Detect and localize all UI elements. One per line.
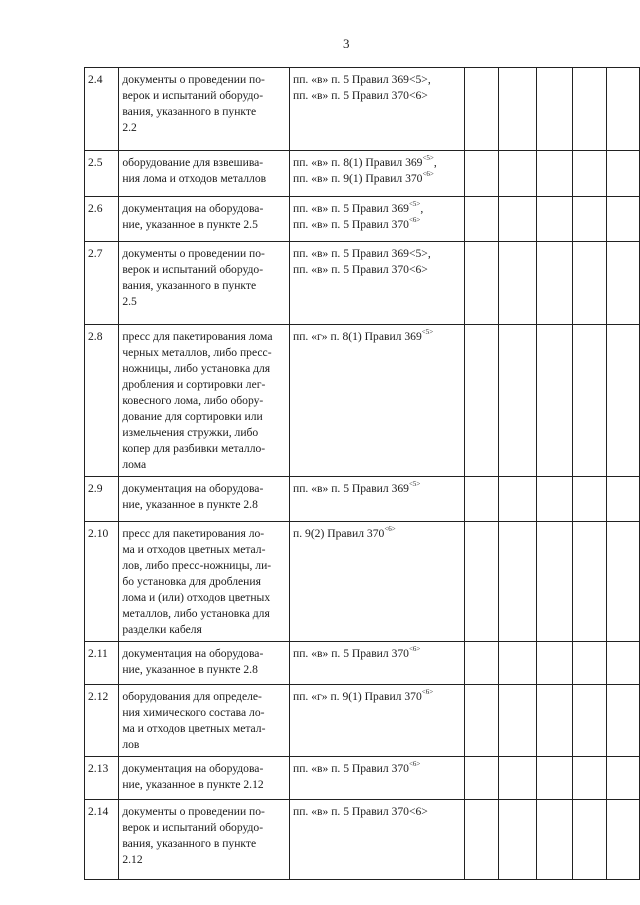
item-number: 2.8 bbox=[85, 325, 119, 477]
answer-cell[interactable] bbox=[499, 242, 536, 325]
answer-cell[interactable] bbox=[607, 242, 640, 325]
requirement-cell bbox=[119, 325, 290, 477]
reference-cell bbox=[290, 68, 465, 151]
answer-cell[interactable] bbox=[536, 151, 572, 197]
reference-line: пп. «в» п. 5 Правил 370<6> bbox=[293, 263, 428, 276]
checklist-table bbox=[84, 67, 640, 880]
answer-cell[interactable] bbox=[572, 757, 606, 800]
answer-cell[interactable] bbox=[607, 522, 640, 642]
answer-cell[interactable] bbox=[536, 197, 572, 242]
footnote-marker: <6> bbox=[408, 760, 421, 768]
answer-cell[interactable] bbox=[536, 642, 572, 685]
requirement-line: лома bbox=[122, 458, 147, 471]
footnote-marker: <5> bbox=[422, 154, 434, 162]
answer-cell[interactable] bbox=[536, 325, 572, 477]
item-number: 2.6 bbox=[85, 197, 119, 242]
reference-cell bbox=[290, 197, 465, 242]
requirement-line: бо установка для дробления bbox=[122, 575, 261, 588]
requirement-cell bbox=[119, 522, 290, 642]
requirement-line: документация на оборудова- bbox=[122, 762, 264, 775]
answer-cell[interactable] bbox=[536, 522, 572, 642]
reference-line: пп. «в» п. 5 Правил $369^{<5>}$ bbox=[293, 480, 421, 495]
requirement-line: пресс для пакетирования лома bbox=[122, 330, 273, 343]
requirement-line: документация на оборудова- bbox=[122, 202, 264, 215]
requirement-line: ние, указанное в пункте 2.8 bbox=[122, 498, 258, 511]
answer-cell[interactable] bbox=[464, 325, 498, 477]
reference-cell bbox=[290, 325, 465, 477]
requirement-line: лома и (или) отходов цветных bbox=[122, 591, 271, 604]
table-row bbox=[85, 685, 640, 757]
answer-cell[interactable] bbox=[499, 757, 536, 800]
page-number: 3 bbox=[343, 36, 350, 51]
answer-cell[interactable] bbox=[572, 800, 606, 880]
requirement-cell bbox=[119, 242, 290, 325]
reference-cell bbox=[290, 685, 465, 757]
table-row bbox=[85, 800, 640, 880]
requirement-line: копер для разбивки металло- bbox=[122, 442, 266, 455]
requirement-line: документация на оборудова- bbox=[122, 482, 264, 495]
item-number: 2.5 bbox=[85, 151, 119, 197]
answer-cell[interactable] bbox=[464, 522, 498, 642]
table-row bbox=[85, 68, 640, 151]
requirement-line: ножницы, либо установка для bbox=[122, 362, 271, 375]
requirement-line: измельчения стружки, либо bbox=[122, 426, 259, 439]
reference-line: п. 9(2) Правил $370^{<6>}$ bbox=[293, 525, 396, 540]
reference-line: пп. «в» п. 5 Правил $369^{<5>}$, bbox=[293, 200, 424, 215]
table-row bbox=[85, 477, 640, 522]
answer-cell[interactable] bbox=[572, 685, 606, 757]
reference-line: пп. «г» п. 9(1) Правил $370^{<6>}$ bbox=[293, 688, 434, 703]
reference-cell bbox=[290, 642, 465, 685]
answer-cell[interactable] bbox=[464, 685, 498, 757]
requirement-line: ния химического состава ло- bbox=[122, 706, 265, 719]
reference-cell bbox=[290, 242, 465, 325]
answer-cell[interactable] bbox=[536, 685, 572, 757]
requirement-cell bbox=[119, 642, 290, 685]
answer-cell[interactable] bbox=[607, 477, 640, 522]
requirement-line: документация на оборудова- bbox=[122, 647, 264, 660]
footnote-marker: <6> bbox=[421, 688, 434, 696]
table-row bbox=[85, 325, 640, 477]
table-row bbox=[85, 242, 640, 325]
answer-cell[interactable] bbox=[499, 522, 536, 642]
footnote-marker: <6> bbox=[422, 170, 434, 178]
answer-cell[interactable] bbox=[607, 800, 640, 880]
answer-cell[interactable] bbox=[607, 685, 640, 757]
answer-cell[interactable] bbox=[572, 242, 606, 325]
reference-line: пп. «в» п. 5 Правил 369<5>, bbox=[293, 247, 431, 260]
requirement-line: ма и отходов цветных метал- bbox=[122, 543, 266, 556]
reference-cell bbox=[290, 522, 465, 642]
reference-line: пп. «в» п. 5 Правил 370<6> bbox=[293, 89, 428, 102]
requirement-line: ния лома и отходов металлов bbox=[122, 172, 267, 185]
requirement-line: оборудование для взвешива- bbox=[122, 156, 264, 169]
item-number: 2.12 bbox=[85, 685, 119, 757]
answer-cell[interactable] bbox=[499, 642, 536, 685]
answer-cell[interactable] bbox=[464, 242, 498, 325]
answer-cell[interactable] bbox=[499, 685, 536, 757]
requirement-line: вания, указанного в пункте bbox=[122, 279, 257, 292]
answer-cell[interactable] bbox=[572, 477, 606, 522]
answer-cell[interactable] bbox=[464, 642, 498, 685]
reference-line: пп. «в» п. 5 Правил $370^{<6>}$ bbox=[293, 760, 421, 775]
answer-cell[interactable] bbox=[464, 800, 498, 880]
answer-cell[interactable] bbox=[607, 757, 640, 800]
table-row bbox=[85, 522, 640, 642]
item-number: 2.14 bbox=[85, 800, 119, 880]
item-number: 2.4 bbox=[85, 68, 119, 151]
table-row bbox=[85, 757, 640, 800]
answer-cell[interactable] bbox=[572, 325, 606, 477]
item-number: 2.7 bbox=[85, 242, 119, 325]
answer-cell[interactable] bbox=[607, 197, 640, 242]
requirement-cell bbox=[119, 477, 290, 522]
checklist-body bbox=[85, 68, 640, 880]
requirement-line: документы о проведении по- bbox=[122, 73, 265, 86]
requirement-line: дробления и сортировки лег- bbox=[122, 378, 266, 391]
answer-cell[interactable] bbox=[572, 151, 606, 197]
answer-cell[interactable] bbox=[536, 757, 572, 800]
requirement-cell bbox=[119, 197, 290, 242]
item-number: 2.10 bbox=[85, 522, 119, 642]
requirement-cell bbox=[119, 685, 290, 757]
table-row bbox=[85, 642, 640, 685]
reference-line: пп. «в» п. 5 Правил 369<5>, bbox=[293, 73, 431, 86]
requirement-line: 2.12 bbox=[122, 853, 143, 866]
table-row bbox=[85, 197, 640, 242]
item-number: 2.13 bbox=[85, 757, 119, 800]
reference-line: пп. «в» п. 5 Правил 370<6> bbox=[293, 805, 428, 818]
reference-cell bbox=[290, 800, 465, 880]
footnote-marker: <5> bbox=[408, 200, 421, 208]
reference-line: пп. «в» п. 8(1) Правил $369^{<5>}$, bbox=[293, 154, 437, 169]
answer-cell[interactable] bbox=[536, 477, 572, 522]
requirement-line: вания, указанного в пункте bbox=[122, 837, 257, 850]
answer-cell[interactable] bbox=[572, 197, 606, 242]
item-number: 2.11 bbox=[85, 642, 119, 685]
requirement-line: черных металлов, либо пресс- bbox=[122, 346, 272, 359]
answer-cell[interactable] bbox=[499, 477, 536, 522]
requirement-cell bbox=[119, 151, 290, 197]
answer-cell[interactable] bbox=[499, 197, 536, 242]
requirement-line: документы о проведении по- bbox=[122, 247, 265, 260]
answer-cell[interactable] bbox=[572, 522, 606, 642]
item-number: 2.9 bbox=[85, 477, 119, 522]
reference-line: пп. «в» п. 5 Правил $370^{<6>}$ bbox=[293, 216, 421, 231]
requirement-line: разделки кабеля bbox=[122, 623, 202, 636]
requirement-line: 2.5 bbox=[122, 295, 137, 308]
answer-cell[interactable] bbox=[499, 800, 536, 880]
requirement-line: верок и испытаний оборудо- bbox=[122, 821, 264, 834]
reference-cell bbox=[290, 151, 465, 197]
footnote-marker: <5> bbox=[421, 328, 434, 336]
reference-line: пп. «в» п. 9(1) Правил $370^{<6>}$ bbox=[293, 170, 434, 185]
requirement-line: документы о проведении по- bbox=[122, 805, 265, 818]
answer-cell[interactable] bbox=[607, 151, 640, 197]
answer-cell[interactable] bbox=[572, 642, 606, 685]
answer-cell[interactable] bbox=[464, 197, 498, 242]
requirement-cell bbox=[119, 68, 290, 151]
requirement-line: ма и отходов цветных метал- bbox=[122, 722, 266, 735]
requirement-cell bbox=[119, 800, 290, 880]
requirement-line: дование для сортировки или bbox=[122, 410, 263, 423]
requirement-line: верок и испытаний оборудо- bbox=[122, 89, 264, 102]
requirement-line: ковесного лома, либо обору- bbox=[122, 394, 264, 407]
answer-cell[interactable] bbox=[572, 68, 606, 151]
requirement-line: верок и испытаний оборудо- bbox=[122, 263, 264, 276]
table-row bbox=[85, 151, 640, 197]
requirement-line: пресс для пакетирования ло- bbox=[122, 527, 265, 540]
answer-cell[interactable] bbox=[464, 757, 498, 800]
requirement-line: металлов, либо установка для bbox=[122, 607, 270, 620]
answer-cell[interactable] bbox=[536, 68, 572, 151]
requirement-line: ние, указанное в пункте 2.12 bbox=[122, 778, 264, 791]
reference-line: пп. «г» п. 8(1) Правил $369^{<5>}$ bbox=[293, 328, 434, 343]
requirement-line: 2.2 bbox=[122, 121, 137, 134]
answer-cell[interactable] bbox=[499, 68, 536, 151]
requirement-line: ние, указанное в пункте 2.5 bbox=[122, 218, 258, 231]
answer-cell[interactable] bbox=[464, 477, 498, 522]
requirement-line: лов, либо пресс-ножницы, ли- bbox=[122, 559, 272, 572]
answer-cell[interactable] bbox=[499, 151, 536, 197]
requirement-cell bbox=[119, 757, 290, 800]
footnote-marker: <6> bbox=[408, 645, 421, 653]
requirement-line: вания, указанного в пункте bbox=[122, 105, 257, 118]
answer-cell[interactable] bbox=[607, 642, 640, 685]
answer-cell[interactable] bbox=[536, 242, 572, 325]
requirement-line: оборудования для определе- bbox=[122, 690, 262, 703]
footnote-marker: <6> bbox=[408, 216, 421, 224]
footnote-marker: <6> bbox=[384, 525, 396, 533]
answer-cell[interactable] bbox=[607, 68, 640, 151]
answer-cell[interactable] bbox=[464, 151, 498, 197]
answer-cell[interactable] bbox=[536, 800, 572, 880]
requirement-line: лов bbox=[122, 738, 140, 751]
footnote-marker: <5> bbox=[408, 480, 421, 488]
requirement-line: ние, указанное в пункте 2.8 bbox=[122, 663, 258, 676]
answer-cell[interactable] bbox=[499, 325, 536, 477]
answer-cell[interactable] bbox=[607, 325, 640, 477]
reference-cell bbox=[290, 477, 465, 522]
reference-line: пп. «в» п. 5 Правил $370^{<6>}$ bbox=[293, 645, 421, 660]
answer-cell[interactable] bbox=[464, 68, 498, 151]
reference-cell bbox=[290, 757, 465, 800]
